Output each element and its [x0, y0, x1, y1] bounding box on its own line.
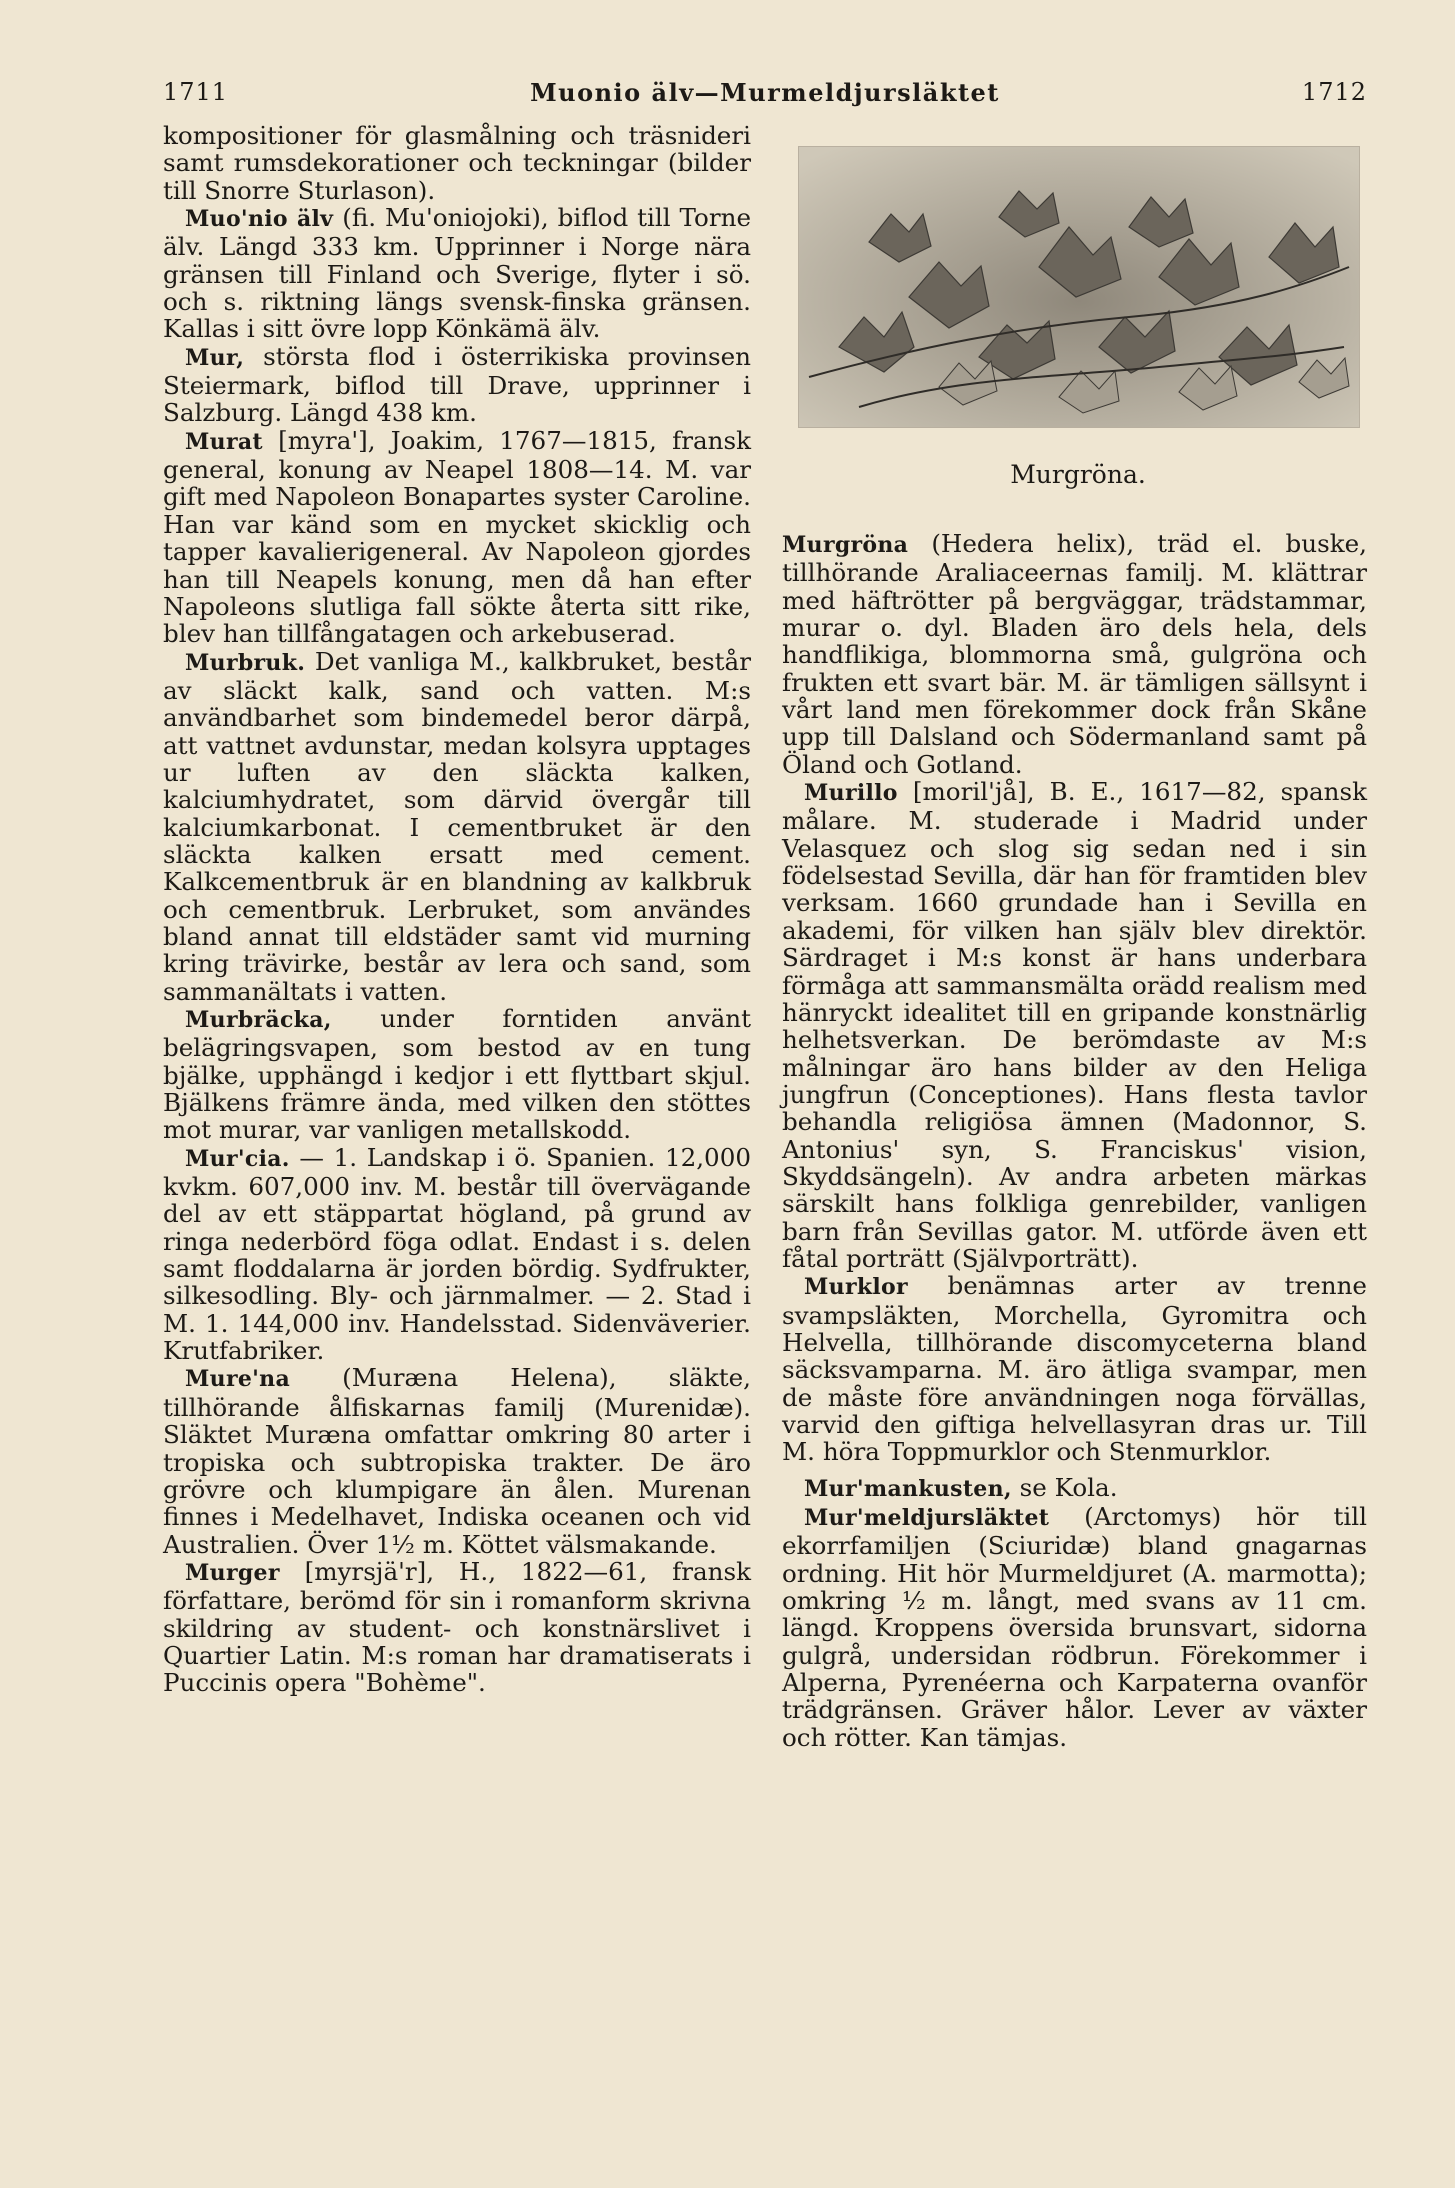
- entry-text: (Muræna Helena), släkte, tillhörande ålfiskarnas familj (Murenidæ). Släktet Muræna omfattar omkring 80 arter i tropiska och subtropiska trakter. De äro grövre och klumpigare än ålen. Murenan finnes i Medelhavet, Indiska oceanen och vid Australien. Över 1½ m. Köttet välsmakande.: [163, 1363, 751, 1559]
- entry-text: under forntiden använt belägringsvapen, som bestod av en tung bjälke, upphängd i kedjor i ett flyttbart skjul. Bjälkens främre ända, med vilken den stöttes mot murar, var vanligen metallskodd.: [163, 1004, 751, 1145]
- running-title: Muonio älv—Murmeldjursläktet: [530, 78, 1000, 107]
- entry-text: [moril'jå], B. E., 1617—82, spansk målare. M. studerade i Madrid under Velasquez och slog sig sedan ned i sin födelsestad Sevilla, där han för framtiden blev verksam. 1660 grundade han i Sevilla en akademi, för vilken han själv blev direktör. Särdraget i M:s konst är hans underbara förmåga att sammansmälta orädd realism med hänryckt idealitet till en gripande konstnärlig helhetsverkan. De berömdaste av M:s målningar äro hans bilder av den Heliga jungfrun (Conceptiones). Hans flesta tavlor behandla religiösa ämnen (Madonnor, S. Antonius' syn, S. Franciskus' vision, Skyddsängeln). Av andra arbeten märkas särskilt hans folkliga genrebilder, vanligen barn från Sevillas gator. M. utförde även ett fåtal porträtt (Självporträtt).: [782, 777, 1367, 1273]
- entry-text: kompositioner för glasmålning och träsnideri samt rumsdekorationer och teckningar (bilder till Snorre Sturlason).: [163, 121, 751, 205]
- entry-headword: Mur'meldjursläktet: [804, 1505, 1050, 1532]
- entry: [163, 1144, 751, 1365]
- entry-headword: Murger: [185, 1559, 280, 1586]
- entry-headword: Murat: [185, 428, 263, 455]
- entry-headword: Muo'nio älv: [185, 206, 334, 233]
- left-column: [163, 122, 751, 1697]
- entry: [782, 1503, 1367, 1751]
- entry: [782, 530, 1367, 778]
- entry-text: se Kola.: [1019, 1472, 1118, 1502]
- entry-text: benämnas arter av trenne svampsläkten, Morchella, Gyromitra och Helvella, tillhörande discomyceterna bland säcksvamparna. M. äro ätliga svampar, men de måste före användningen noga förvällas, varvid den giftiga helvellasyran dras ur. Till M. höra Toppmurklor och Stenmurklor.: [782, 1271, 1367, 1467]
- entry-headword: Murbräcka,: [185, 1007, 332, 1033]
- entry: [782, 778, 1367, 1272]
- page-header: [163, 78, 1367, 110]
- entry-text: största flod i österrikiska provinsen Steiermark, biflod till Drave, upprinner i Salzburg. Längd 438 km.: [163, 341, 751, 428]
- entry-text: (Arctomys) hör till ekorrfamiljen (Sciuridæ) bland gnagarnas ordning. Hit hör Murmeldjuret (A. marmotta); omkring ½ m. långt, med svans av 11 cm. längd. Kroppens översida brunsvart, sidorna gulgrå, undersidan rödbrun. Förekommer i Alperna, Pyrenéerna och Karpaterna ovanför trädgränsen. Gräver hålor. Lever av växter och rötter. Kan tämjas.: [782, 1502, 1367, 1752]
- right-column: [782, 530, 1367, 1751]
- entry: [163, 1005, 751, 1144]
- entry: [163, 122, 751, 204]
- entry-headword: Mur'cia.: [185, 1145, 290, 1172]
- entry-headword: Murgröna: [782, 532, 909, 558]
- ivy-illustration: [798, 146, 1360, 428]
- entry: [163, 1558, 751, 1697]
- entry-headword: Mure'na: [185, 1366, 291, 1393]
- ivy-leaves-image: [799, 147, 1359, 427]
- entry-headword: Murillo: [804, 780, 898, 807]
- page-number-left: 1711: [163, 78, 229, 106]
- page-number-right: 1712: [1301, 78, 1367, 106]
- entry: [782, 1474, 1367, 1503]
- entry-headword: Murbruk.: [185, 649, 306, 676]
- entry-text: (fi. Mu'oniojoki), biflod till Torne älv. Längd 333 km. Upprinner i Norge nära gränsen till Finland och Sverige, flyter i sö. och s. riktning längs svensk-finska gränsen. Kallas i sitt övre lopp Könkämä älv.: [163, 203, 752, 344]
- entry: [163, 427, 751, 648]
- entry-text: (Hedera helix), träd el. buske, tillhörande Araliaceernas familj. M. klättrar med häftrötter på bergväggar, trädstammar, murar o. dyl. Bladen äro dels hela, dels handflikiga, blommorna små, gulgröna och frukten ett svart bär. M. är tämligen sällsynt i vårt land men förekommer dock från Skåne upp till Dalsland och Södermanland samt på Öland och Gotland.: [782, 529, 1367, 779]
- entry: [163, 343, 751, 427]
- figure-caption: Murgröna.: [1010, 460, 1146, 489]
- entry-headword: Mur,: [185, 344, 245, 371]
- entry: [163, 648, 751, 1005]
- entry: [163, 204, 751, 343]
- entry-text: [myra'], Joakim, 1767—1815, fransk general, konung av Neapel 1808—14. M. var gift med Napoleon Bonapartes syster Caroline. Han var känd som en mycket skicklig och tapper kavalierigeneral. Av Napoleon gjordes han till Neapels konung, men då han efter Napoleons slutliga fall sökte återta sitt rike, blev han tillfångatagen och arkebuserad.: [163, 425, 751, 649]
- entry: [163, 1364, 751, 1557]
- entry-text: — 1. Landskap i ö. Spanien. 12,000 kvkm. 607,000 inv. M. består till övervägande del av ett stäppartat högland, på grund av ringa nederbörd föga odlat. Endast i s. delen samt floddalarna är jorden bördig. Sydfrukter, silkesodling. Bly- och järnmalmer. — 2. Stad i M. 1. 144,000 inv. Handelsstad. Sidenväverier. Krutfabriker.: [163, 1142, 751, 1366]
- entry-headword: Murklor: [804, 1274, 908, 1301]
- entry-headword: Mur'mankusten,: [804, 1475, 1012, 1502]
- entry-text: Det vanliga M., kalkbruket, består av släckt kalk, sand och vatten. M:s användbarhet som bindemedel beror därpå, att vattnet avdunstar, medan kolsyra upptages ur luften av den släckta kalken, kalciumhydratet, som därvid övergår till kalciumkarbonat. I cementbruket är den släckta kalken ersatt med cement. Kalkcementbruk är en blandning av kalkbruk och cementbruk. Lerbruket, som användes bland annat till eldstäder samt vid murning kring trävirke, består av lera och sand, som sammanältats i vatten.: [163, 646, 751, 1006]
- entry-text: [myrsjä'r], H., 1822—61, fransk författare, berömd för sin i romanform skrivna skildring av student- och konstnärslivet i Quartier Latin. M:s roman har dramatiserats i Puccinis opera "Bohème".: [163, 1556, 751, 1698]
- entry: [782, 1272, 1367, 1465]
